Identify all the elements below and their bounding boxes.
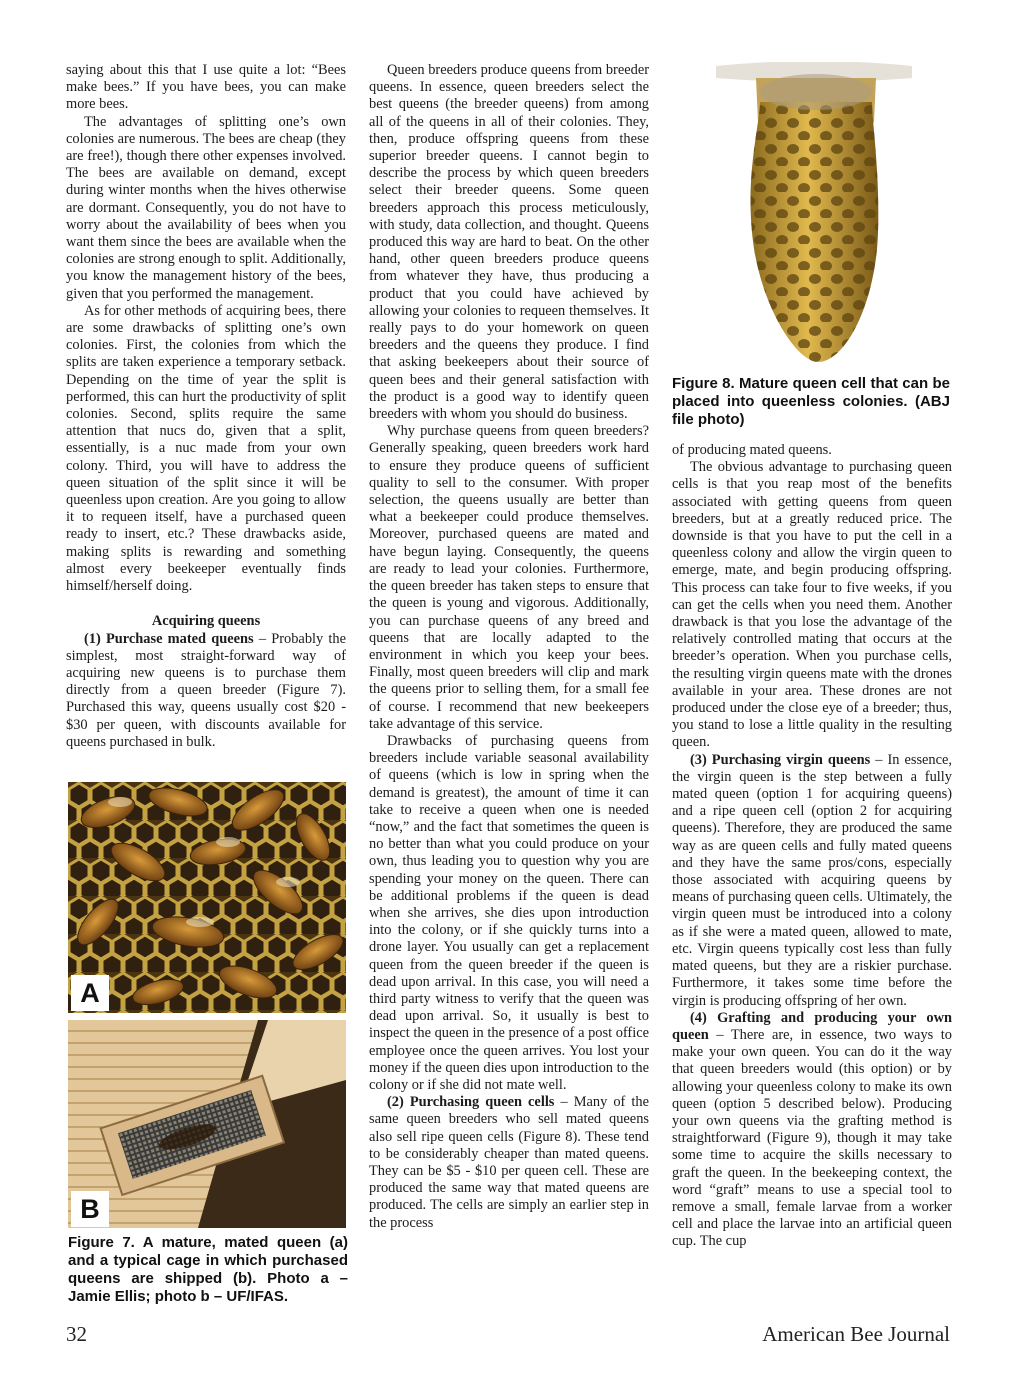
paragraph-text: – Probably the simplest, most straight-forward way of acquiring new queens is to purchase them directly from a queen breeder (Figure 7). Purchased this way, queens usually cost $20 - $30 per queen, with discounts available for queens purchased in bulk.	[66, 630, 346, 750]
option-heading: (2) Purchasing queen cells	[387, 1094, 555, 1111]
column-3	[672, 442, 952, 1251]
paragraph: of producing mated queens.	[672, 442, 832, 458]
queen-cage-image	[68, 1020, 346, 1228]
figure-7-caption	[68, 1234, 348, 1306]
figure-7-caption-text: Figure 7. A mature, mated queen (a) and a typical cage in which purchased queens are shipped (b). Photo a – Jamie Ellis; photo b – UF/IFAS.	[68, 1234, 348, 1305]
queen-cell-image	[716, 62, 912, 367]
column-1	[66, 62, 346, 751]
figure-7a-label: A	[71, 975, 109, 1011]
paragraph: The obvious advantage to purchasing queen cells is that you reap most of the benefits associated with getting queens from queen breeders, but at a greatly reduced price. The downside is that you have to put the cell in a queenless colony and allow the virgin queen to emerge, mate, and begin producing offspring. This process can take four to five weeks, if you can get the cells when you need them. Another drawback is that you lose the advantage of the relatively controlled mating that occurs at the breeder’s operation. When you purchase cells, the resulting virgin queens mate with the drones available in your area. These drones are not produced under the close eye of a breeder; thus, you stand to lose a little quality in the resulting queen.	[672, 459, 952, 751]
paragraph: The advantages of splitting one’s own colonies are numerous. The bees are cheap (they are free!), though there other expenses involved. The bees are available on demand, except during winter months when the hives otherwise are dormant. Consequently, you do not have to worry about the availability of bees when you want them since the bees are available when the colonies are strong enough to split. Additionally, you know the management history of the bees, given that you performed the management.	[66, 113, 346, 302]
paragraph-text: – Many of the same queen breeders who sell mated queens also sell ripe queen cells (Figure 8). These tend to be considerably cheaper than mated queens. They can be $5 - $10 per queen cell. These are produced the same way that mated queens are produced. The cells are simply an earlier step in the process	[369, 1094, 649, 1231]
figure-7b-photo	[68, 1020, 346, 1228]
section-heading: Acquiring queens	[151, 613, 261, 630]
paragraph	[672, 1010, 952, 1251]
paragraph: saying about this that I use quite a lot: “Bees make bees.” If you have bees, you can make more bees.	[66, 62, 346, 113]
paragraph-text: – In essence, the virgin queen is the step between a fully mated queen (option 1 for acquiring queens) and a ripe queen cell (option 2 for acquiring queens). Therefore, they are produced the same way as are queen cells and fully mated queens and they have the same pros/cons, especially those associated with acquiring queens by means of purchasing queen cells. Ultimately, the virgin queen must be introduced into a colony as if she were a mated queen, allowed to mate, etc. Virgin queens typically cost less than fully mated queens, but they are a riskier purchase. Furthermore, it takes some time before the virgin is producing offspring of her own.	[672, 751, 952, 1009]
paragraph	[672, 752, 952, 1010]
figure-8-caption	[672, 375, 950, 429]
page-number: 32	[66, 1322, 87, 1346]
figure-8-photo	[716, 62, 912, 367]
paragraph-text: – There are, in essence, two ways to make your own queen. You can do it the way that queen breeders would (this option) or by allowing your queenless colony to make its own queen (option 5 described below). Producing your own queens via the grafting method is straightforward (Figure 9), though it may take some time to acquire the skills necessary to graft the queen. In the beekeeping context, the word “graft” means to use a special tool to remove a small, female larvae from a worker cell and place the larvae into an artificial queen cup. The cup	[672, 1026, 952, 1250]
option-heading: (3) Purchasing virgin queens	[690, 751, 871, 768]
column-2	[369, 62, 649, 1232]
paragraph: Queen breeders produce queens from breeder queens. In essence, queen breeders select the best queens (the breeder queens) from among all of the queens in all of their colonies. They, then, produce offspring queens from these superior breeder queens. I cannot begin to describe the process by which queen breeders select their breeder queens. Some queen breeders approach this process meticulously, with study, data collection, and thought. Queens produced this way are hard to beat. On the other hand, other queen breeders produce queens from whatever they have, thus producing a product that you could have achieved by allowing your colonies to requeen themselves. It really pays to do your homework on queen breeders and the queens they produce. I find that asking beekeepers about their source of queen bees and their general satisfaction with the product is a good way to identify queen breeders with whom you should do business.	[369, 62, 649, 423]
option-heading: (1) Purchase mated queens	[84, 630, 254, 647]
paragraph: As for other methods of acquiring bees, there are some drawbacks of splitting one’s own colonies. First, the colonies from which the splits are taken experience a temporary setback. Depending on the time of year the split is performed, this can hurt the productivity of split colonies. Second, splits require the same attention that nucs do, given that a split, essentially, is a nuc made from your own colony. Third, you will have to address the queen situation of the split since it will be queenless upon creation. Are you going to allow it to requeen itself, have a purchased queen ready to insert, etc.? These drawbacks aside, making splits is rewarding and something almost every beekeeper eventually finds himself/herself doing.	[66, 302, 346, 595]
paragraph: Why purchase queens from queen breeders? Generally speaking, queen breeders work hard to ensure they produce queens of sufficient quality to sell to the consumer. With proper selection, the queens usually are better than what a beekeeper could produce themselves. Moreover, purchased queens are mated and have begun laying. Consequently, the queens are ready to lead your colonies. Furthermore, the queen breeder has taken steps to ensure that the queen is young and vigorous. Additionally, you can purchase queens of any breed and queens that are locally adapted to the environment in which you keep your bees. Finally, most queen breeders will clip and mark the queens prior to selling them, for a small fee of course. I recommend that new beekeepers take advantage of this service.	[369, 423, 649, 732]
figure-7a-photo	[68, 782, 346, 1013]
honeybees-on-comb-image	[68, 782, 346, 1013]
paragraph	[66, 631, 346, 751]
paragraph: Drawbacks of purchasing queens from breeders include variable seasonal availability of queens (which is low in spring when the demand is greatest), the amount of time it can take to receive a queen when one is needed “now,” and the fact that sometimes the queen is no better than what you could produce on your own, thus leading you to question why you are spending your money on the queen. There can be additional problems if the queen is dead when she arrives, she dies upon introduction into the colony, or if she quickly turns into a drone layer. You usually can get a replacement queen from the queen breeder if the queen is dead upon arrival. In this case, you will need a third party witness to verify that the queen was dead upon arrival. So, it usually is best to inspect the queen in the presence of a post office employee once the queen arrives. You lost your money if the queen dies upon introduction to the colony or if she did not mate well.	[369, 732, 649, 1093]
option-heading: (4) Grafting and producing your own queen	[672, 1009, 952, 1043]
figure-8-caption-text: Figure 8. Mature queen cell that can be placed into queenless colonies. (ABJ file photo)	[672, 375, 950, 428]
journal-name: American Bee Journal	[762, 1322, 950, 1346]
paragraph	[369, 1094, 649, 1232]
figure-7b-label: B	[71, 1191, 109, 1227]
